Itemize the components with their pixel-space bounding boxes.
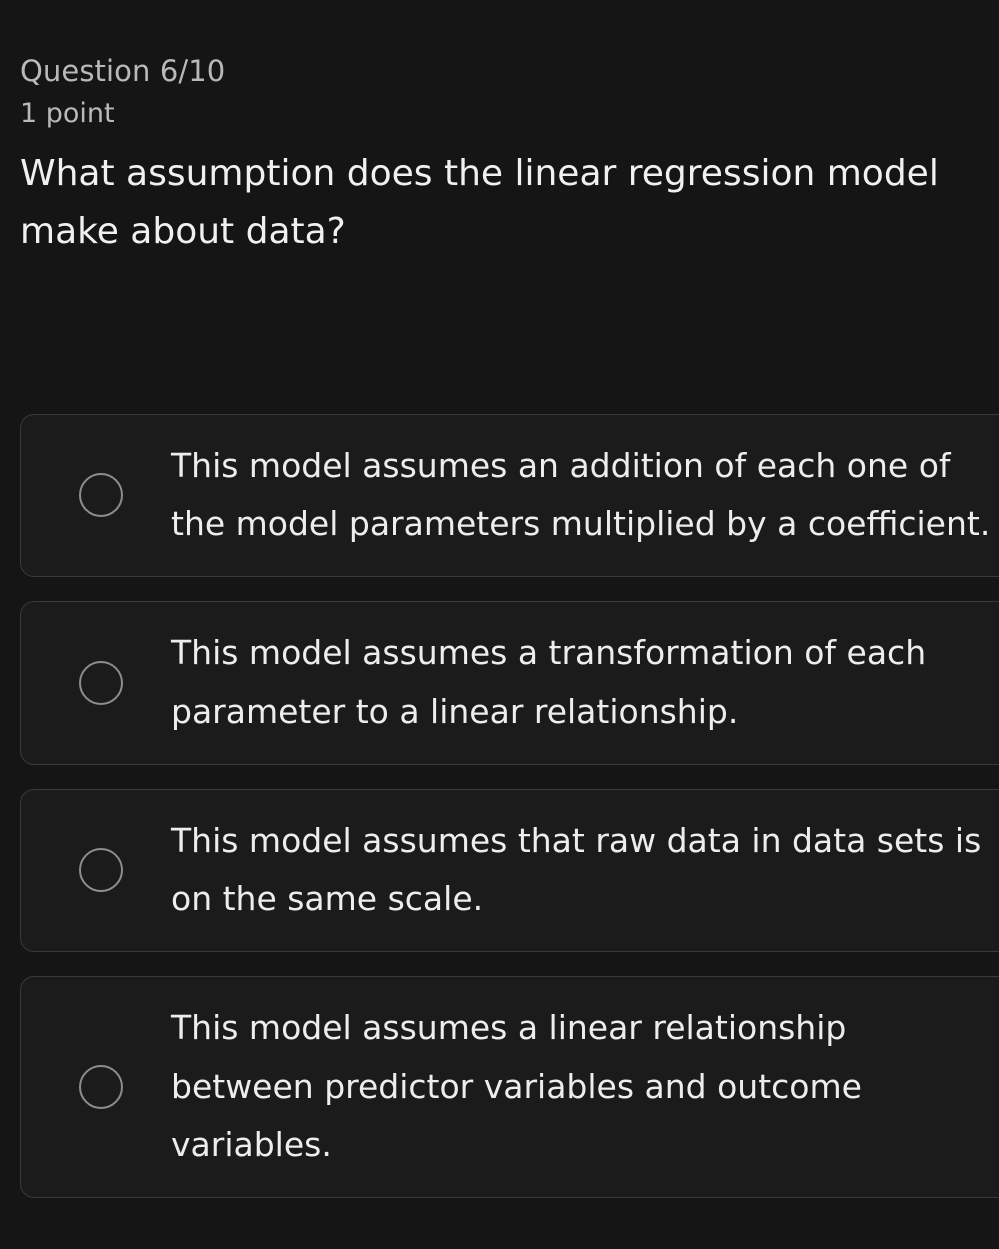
answer-option-c[interactable] bbox=[20, 789, 999, 952]
question-points: 1 point bbox=[20, 98, 115, 130]
answer-option-label: This model assumes a transformation of each parameter to a linear relationship. bbox=[171, 633, 927, 731]
radio-button-icon[interactable] bbox=[79, 473, 123, 517]
radio-wrap-c[interactable] bbox=[31, 848, 171, 892]
answer-option-b[interactable] bbox=[20, 601, 999, 764]
radio-wrap-b[interactable] bbox=[31, 661, 171, 705]
answer-option-d[interactable] bbox=[20, 976, 999, 1198]
radio-button-icon[interactable] bbox=[79, 848, 123, 892]
radio-wrap-d[interactable] bbox=[31, 1065, 171, 1109]
answer-options-list bbox=[20, 414, 991, 1199]
question-text: What assumption does the linear regression model make about data? bbox=[20, 152, 939, 253]
answer-option-label: This model assumes an addition of each one of the model parameters multiplied by a coefficient. bbox=[171, 445, 991, 544]
answer-option-a[interactable] bbox=[20, 414, 999, 577]
answer-option-label: This model assumes that raw data in data sets is on the same scale. bbox=[171, 820, 982, 919]
radio-button-icon[interactable] bbox=[79, 661, 123, 705]
radio-button-icon[interactable] bbox=[79, 1065, 123, 1109]
radio-wrap-a[interactable] bbox=[31, 473, 171, 517]
question-counter: Question 6/10 bbox=[20, 54, 226, 88]
answer-option-label: This model assumes a linear relationship between predictor variables and outcome variables. bbox=[171, 1007, 862, 1165]
